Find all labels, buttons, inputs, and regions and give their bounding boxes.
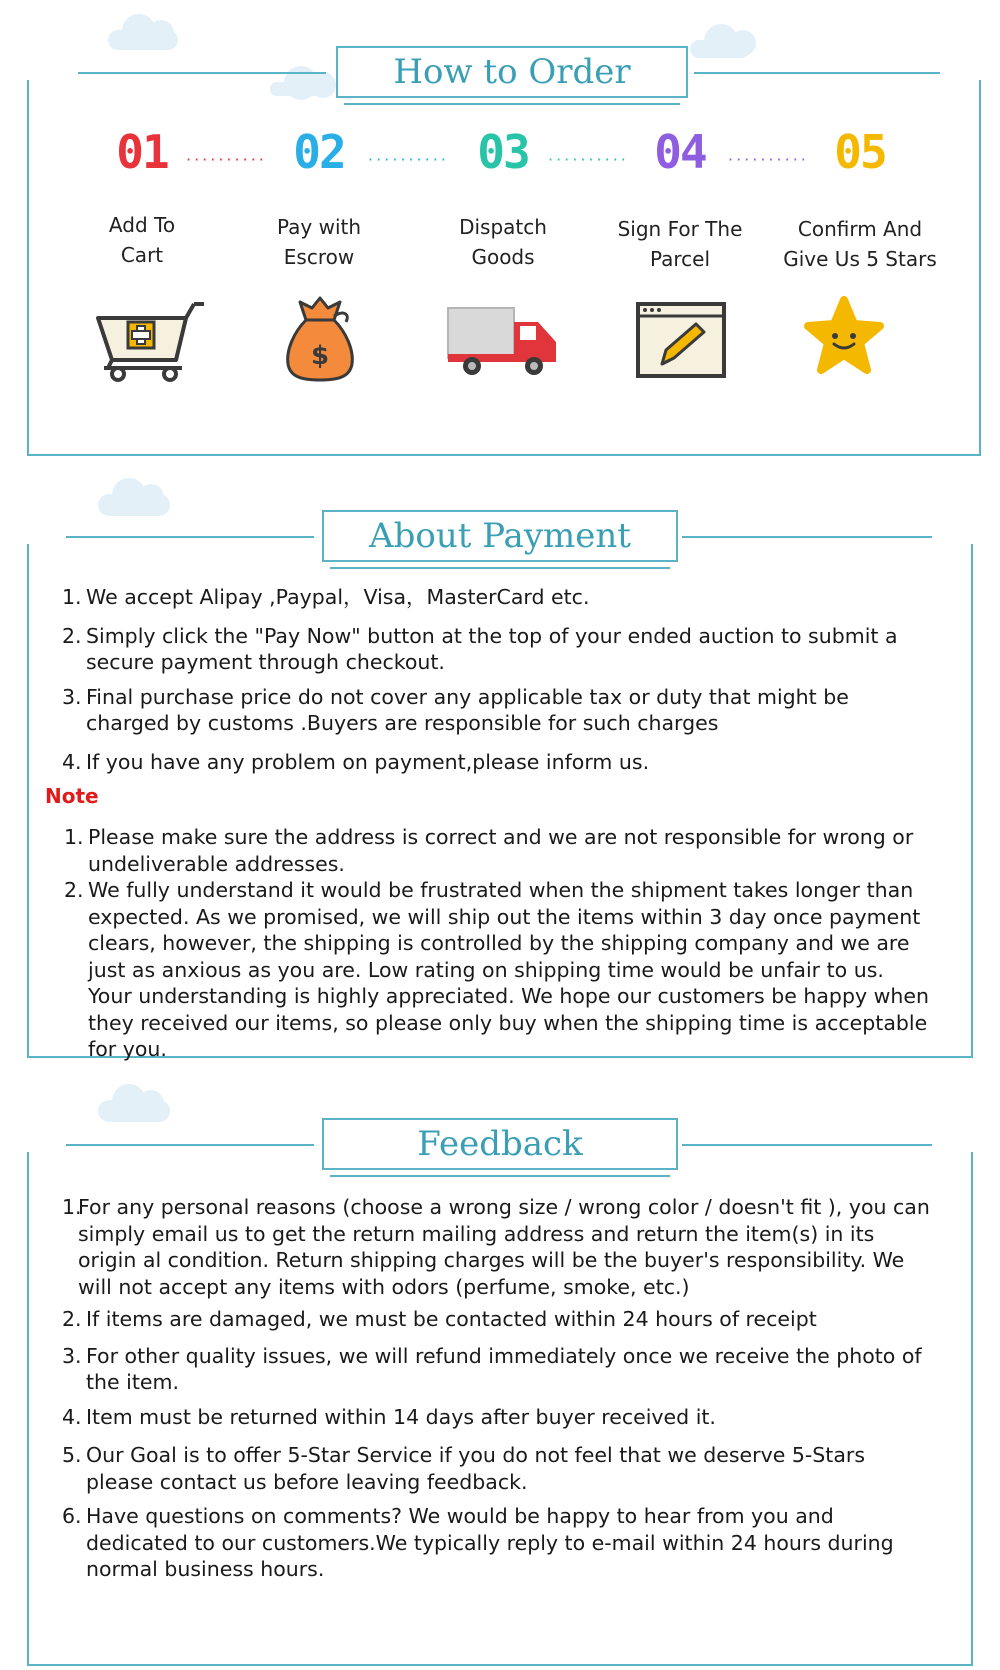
cart-icon <box>94 300 206 386</box>
svg-text:$: $ <box>310 341 330 371</box>
cloud-decoration <box>690 40 750 58</box>
money-bag-icon <box>280 294 360 386</box>
feedback-title: Feedback <box>417 1124 583 1164</box>
list-item: 6. Have questions on comments? We would be happy to hear from you and dedicated to our customers.We typically reply to e-mail within 24 hours during normal business hours. <box>62 1504 894 1581</box>
title-rule-right <box>682 1144 932 1146</box>
list-item: 1. Please make sure the address is correct and we are not responsible for wrong or undeliverable addresses. <box>64 825 914 876</box>
feedback-list <box>62 1194 936 1583</box>
title-rule-left <box>78 72 326 74</box>
step-connector: ·········· <box>548 150 629 169</box>
about-payment-title: About Payment <box>369 516 631 556</box>
title-rule-left <box>66 536 314 538</box>
step-number: 02 <box>293 125 345 179</box>
list-item: 5. Our Goal is to offer 5-Star Service if you do not feel that we deserve 5-Stars please contact us before leaving feedback. <box>62 1443 865 1494</box>
step-number: 03 <box>477 125 529 179</box>
step-number: 01 <box>116 125 168 179</box>
note-list <box>64 824 934 1063</box>
step-label: Confirm And Give Us 5 Stars <box>783 217 937 271</box>
section-title <box>322 1118 678 1170</box>
list-item: 3. For other quality issues, we will refund immediately once we receive the photo of the item. <box>62 1343 922 1394</box>
step-connector: ·········· <box>186 150 267 169</box>
step-number: 04 <box>654 125 706 179</box>
title-rule-right <box>682 536 932 538</box>
pencil-window-icon <box>636 302 726 382</box>
list-item: 2. We fully understand it would be frustrated when the shipment takes longer than expected. As we promised, we will ship out the items within 3 day once payment clears, however, the shipping is controlled by the shipping company and we are just as anxious as you are. Low rating on shipping time would be unfair to us. Your understanding is highly appreciated. We hope our customers be happy when they received our items, so please only buy when the shipping time is acceptable for you. <box>64 878 929 1061</box>
list-item: 1. We accept Alipay ,Paypal，Visa，MasterCard etc. <box>62 585 590 609</box>
list-item: 1. For any personal reasons (choose a wrong size / wrong color / doesn't fit ), you can simply email us to get the return mailing address and return the item(s) in its origin al condition. Return shipping charges will be the buyer's responsibility. We will not accept any items with odors (perfume, smoke, etc.) <box>62 1195 930 1299</box>
title-rule-left <box>66 1144 314 1146</box>
list-item: 3. Final purchase price do not cover any applicable tax or duty that might be charged by customs .Buyers are responsible for such charges <box>62 684 849 735</box>
payment-list <box>62 584 932 775</box>
list-item: 4. If you have any problem on payment,please inform us. <box>62 749 650 774</box>
section-title <box>322 510 678 562</box>
step-connector: ·········· <box>368 150 449 169</box>
step-label: Add To Cart <box>108 213 176 267</box>
how-to-order-title: How to Order <box>393 52 631 92</box>
step-label: Pay with Escrow <box>276 215 362 269</box>
step-label: Sign For The Parcel <box>617 217 743 271</box>
step-label: Dispatch Goods <box>459 215 547 269</box>
truck-icon <box>446 304 562 382</box>
section-title <box>336 46 688 98</box>
note-label: Note <box>45 784 99 808</box>
star-smile-icon <box>802 296 886 380</box>
list-item: 2. Simply click the "Pay Now" button at the top of your ended auction to submit a secure payment through checkout. <box>62 623 898 674</box>
step-number: 05 <box>834 125 886 179</box>
cloud-decoration <box>98 494 170 516</box>
cloud-decoration <box>98 1100 170 1122</box>
step-connector: ·········· <box>728 150 809 169</box>
title-rule-right <box>694 72 940 74</box>
list-item: 2. If items are damaged, we must be contacted within 24 hours of receipt <box>62 1307 817 1331</box>
list-item: 4. Item must be returned within 14 days after buyer received it. <box>62 1404 716 1429</box>
cloud-decoration <box>108 30 178 50</box>
